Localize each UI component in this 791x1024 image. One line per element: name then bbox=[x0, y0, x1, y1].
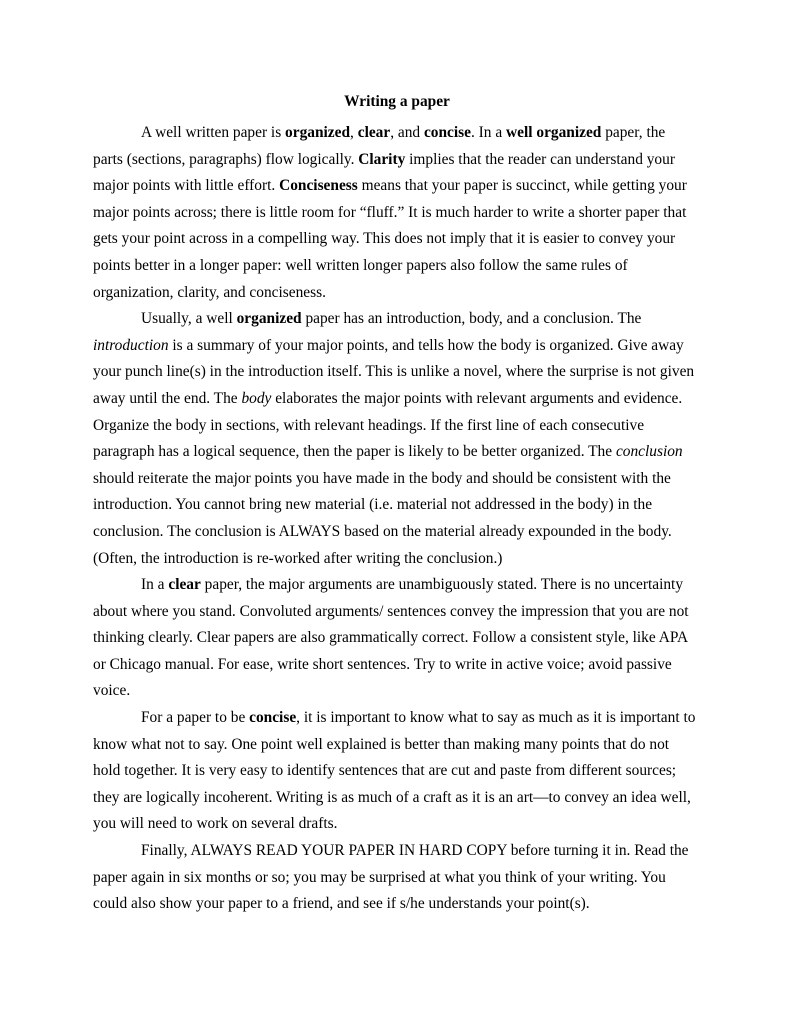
bold-text: clear bbox=[168, 576, 201, 594]
document-title: Writing a paper bbox=[344, 93, 450, 110]
document-page bbox=[93, 92, 699, 918]
paragraph-clear bbox=[93, 572, 699, 705]
paragraph-organized bbox=[93, 306, 699, 572]
text-run: paper, the parts (sections, paragraphs) flow logically. bbox=[93, 124, 666, 168]
text-run: paper, the major arguments are unambiguously stated. There is no uncertainty about where you stand. Convoluted arguments/ sentences convey the impression that you are not thinking clearly. Clear papers are also grammatically correct. Follow a consistent style, like APA or Chicago manual. For ease, write short sentences. Try to write in active voice; avoid passive voice. bbox=[93, 576, 689, 700]
text-run: should reiterate the major points you have made in the body and should be consistent with the introduction. You cannot bring new material (i.e. material not addressed in the body) in the conclusion. The conclusion is ALWAYS based on the material already expounded in the body. (Often, the introduction is re-worked after writing the conclusion.) bbox=[93, 469, 672, 567]
bold-text: well organized bbox=[506, 124, 602, 141]
text-run: implies that the reader can understand your major points with little effort. bbox=[93, 150, 675, 195]
text-run: , it is important to know what to say as much as it is important to know what not to say. One point well explained is better than making many points that do not hold together. It is very easy to identify sentences that are cut and paste from different sources; they are logically incoherent. Writing is as much of a craft as it is an art—to convey an idea well, you will need to work on several drafts. bbox=[93, 709, 696, 833]
bold-text: clear bbox=[357, 124, 391, 141]
text-run: , bbox=[350, 124, 358, 141]
bold-text: concise bbox=[249, 709, 297, 727]
italic-text: introduction bbox=[93, 336, 169, 354]
text-run: A well written paper is bbox=[141, 124, 286, 141]
bold-text: organized bbox=[285, 124, 351, 141]
text-run: Usually, a well bbox=[141, 310, 237, 328]
italic-text: conclusion bbox=[615, 443, 683, 461]
paragraph-intro bbox=[93, 120, 699, 306]
text-run: . In a bbox=[470, 124, 507, 141]
text-run: is a summary of your major points, and tells how the body is organized. Give away your punch line(s) in the introduction itself. This is unlike a novel, where the surprise is not given away until the end. The bbox=[93, 336, 695, 407]
italic-text: body bbox=[241, 389, 272, 407]
text-run: For a paper to be bbox=[141, 709, 250, 727]
text-run: means that your paper is succinct, while getting your major points across; there is little room for “fluff.” It is much harder to write a shorter paper that gets your point across in a compelling way. This does not imply that it is easier to convey your points better in a longer paper: well written longer papers also follow the same rules of organization, clarity, and conciseness. bbox=[93, 177, 687, 301]
bold-text: organized bbox=[236, 310, 302, 328]
text-run: , and bbox=[390, 124, 424, 141]
paragraph-final bbox=[93, 838, 699, 918]
paragraph-concise bbox=[93, 705, 699, 838]
bold-text: Clarity bbox=[358, 150, 406, 168]
document-body bbox=[93, 120, 699, 918]
bold-text: concise bbox=[423, 124, 471, 141]
text-run: paper has an introduction, body, and a conclusion. The bbox=[301, 310, 642, 328]
text-run: Finally, ALWAYS READ YOUR PAPER IN HARD COPY before turning it in. Read the paper again in six months or so; you may be surprised at what you think of your writing. You could also show your paper to a friend, and see if s/he understands your point(s). bbox=[93, 842, 689, 913]
text-run: In a bbox=[141, 576, 169, 594]
bold-text: Conciseness bbox=[279, 177, 358, 195]
text-run: elaborates the major points with relevant arguments and evidence. Organize the body in sections, with relevant headings. If the first line of each consecutive paragraph has a logical sequence, then the paper is likely to be better organized. The bbox=[93, 389, 683, 461]
